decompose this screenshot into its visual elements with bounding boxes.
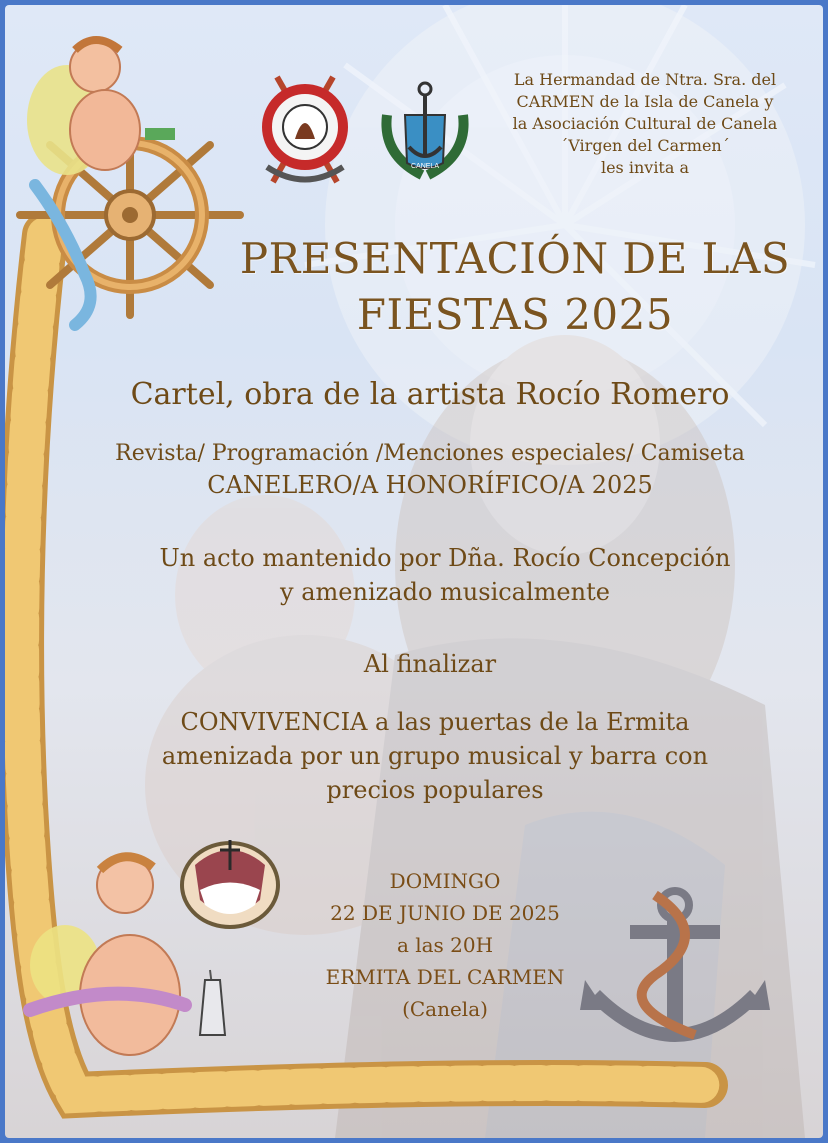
title-line-1: PRESENTACIÓN DE LAS	[239, 234, 791, 283]
convivencia-description	[45, 705, 823, 807]
event-date: 22 DE JUNIO DE 2025	[330, 901, 560, 925]
convivencia-line-3: precios populares	[326, 776, 544, 804]
header-line-3: la Asociación Cultural de Canela	[512, 114, 778, 133]
association-anchor-logo	[377, 75, 473, 185]
event-details	[235, 865, 655, 1025]
logo-canela-label: CANELA	[410, 163, 440, 170]
header-line-4: ´Virgen del Carmen´	[560, 136, 730, 155]
event-place: ERMITA DEL CARMEN	[325, 965, 565, 989]
brotherhood-lifebuoy-logo	[257, 67, 353, 191]
cherub-top-decoration	[27, 40, 175, 175]
poster-subtitle: Cartel, obra de la artista Rocío Romero	[130, 377, 730, 412]
program-items	[45, 439, 815, 501]
header-line-1: La Hermandad de Ntra. Sra. del	[513, 70, 777, 89]
act-line-2: y amenizado musicalmente	[280, 578, 610, 606]
act-description	[65, 541, 823, 609]
program-items-line-2: CANELERO/A HONORÍFICO/A 2025	[207, 471, 653, 499]
poster-frame	[5, 5, 823, 1138]
lantern-decoration	[200, 970, 225, 1035]
event-town: (Canela)	[402, 997, 488, 1021]
invitation-header	[495, 69, 795, 179]
convivencia-line-2: amenizada por un grupo musical y barra con	[161, 742, 709, 770]
act-line-1: Un acto mantenido por Dña. Rocío Concepción	[159, 544, 731, 572]
event-title	[205, 231, 823, 343]
event-time: a las 20H	[396, 933, 494, 957]
header-line-5: les invita a	[600, 158, 690, 177]
title-line-2: FIESTAS 2025	[356, 290, 674, 339]
event-day: DOMINGO	[389, 869, 501, 893]
program-items-line-1: Revista/ Programación /Menciones especiales/ Camiseta	[115, 441, 745, 466]
header-line-2: CARMEN de la Isla de Canela y	[516, 92, 774, 111]
after-label: Al finalizar	[363, 650, 497, 678]
convivencia-line-1: CONVIVENCIA a las puertas de la Ermita	[180, 708, 690, 736]
